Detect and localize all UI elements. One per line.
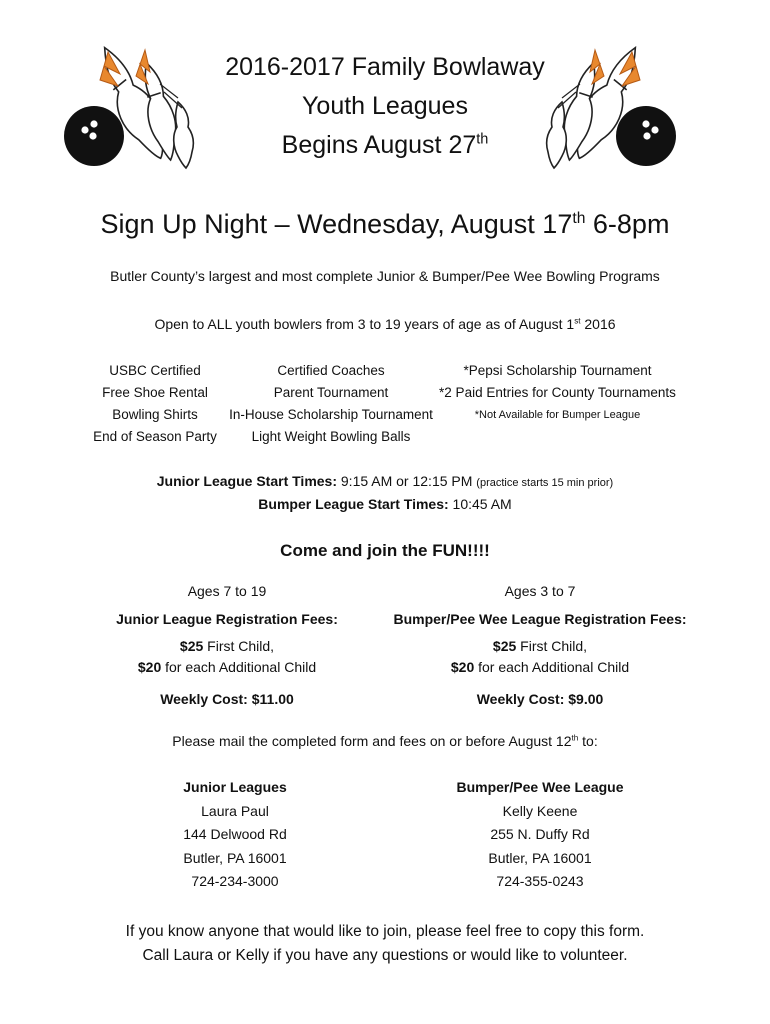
bumper-fee-first [375, 636, 705, 678]
bumper-fee-first-text: First Child, [516, 638, 588, 654]
bumper-contact-heading: Bumper/Pee Wee League [456, 779, 624, 795]
bumper-fee-additional-amount: $20 [450, 659, 475, 675]
junior-contact-phone: 724-234-3000 [191, 873, 279, 890]
bumper-fees [375, 580, 705, 710]
junior-contact-heading: Junior Leagues [183, 779, 287, 795]
feature-item: End of Season Party [93, 429, 217, 444]
eligibility-year: 2016 [580, 316, 616, 332]
bumper-fee-first-amount: $25 [492, 638, 517, 654]
features-column-1 [75, 360, 235, 448]
junior-contact-city: Butler, PA 16001 [183, 849, 287, 866]
junior-fees [62, 580, 392, 710]
mail-tail: to: [578, 733, 598, 749]
mail-sup: th [571, 733, 579, 743]
junior-start-note: (practice starts 15 min prior) [476, 477, 614, 489]
junior-fee-additional-amount: $20 [137, 659, 162, 675]
junior-start-label: Junior League Start Times: [156, 473, 337, 489]
title-begins-text: Begins August 27 [281, 131, 477, 159]
signup-time: 6-8pm [585, 209, 670, 239]
feature-item: Parent Tournament [273, 385, 389, 400]
junior-weekly-cost: Weekly Cost: $11.00 [160, 691, 294, 707]
mail-instructions [0, 730, 770, 752]
eligibility-text: Open to ALL youth bowlers from 3 to 19 years of age as of August 1 [154, 316, 575, 332]
bumper-fees-title: Bumper/Pee Wee League Registration Fees: [393, 611, 687, 627]
bumper-ages: Ages 3 to 7 [504, 583, 576, 599]
title-leagues: Youth Leagues [302, 92, 468, 120]
bumper-contact [420, 776, 660, 894]
join-heading: Come and join the FUN!!!! [280, 541, 490, 560]
junior-fee-first [62, 636, 392, 678]
bumper-contact-city: Butler, PA 16001 [488, 849, 592, 866]
signup-text: Sign Up Night – Wednesday, August 17 [100, 209, 573, 239]
title-begins-sup: th [476, 131, 489, 148]
feature-item: Bowling Shirts [112, 407, 198, 422]
closing-line-2: Call Laura or Kelly if you have any questions or would like to volunteer. [142, 947, 628, 964]
junior-contact [115, 776, 355, 894]
feature-item: USBC Certified [109, 363, 201, 378]
junior-fee-additional-text: for each Additional Child [161, 659, 317, 675]
junior-start-value: 9:15 AM or 12:15 PM [337, 473, 477, 489]
bumper-weekly-cost: Weekly Cost: $9.00 [476, 691, 604, 707]
mail-text: Please mail the completed form and fees on or before August 12 [172, 733, 572, 749]
bumper-fee-additional-text: for each Additional Child [474, 659, 630, 675]
feature-item: Light Weight Bowling Balls [251, 429, 411, 444]
signup-sup: th [572, 210, 586, 227]
bumper-contact-street: 255 N. Duffy Rd [490, 826, 590, 843]
features-column-2 [222, 360, 440, 448]
bumper-start-label: Bumper League Start Times: [258, 496, 449, 512]
bumper-contact-name: Kelly Keene [502, 802, 578, 819]
junior-ages: Ages 7 to 19 [187, 583, 267, 599]
feature-item: *Pepsi Scholarship Tournament [463, 363, 652, 378]
title-season: 2016-2017 Family Bowlaway [225, 53, 545, 81]
closing-line-1: If you know anyone that would like to join, please feel free to copy this form. [125, 923, 645, 940]
features-column-3 [425, 360, 690, 426]
junior-fee-first-amount: $25 [179, 638, 204, 654]
eligibility-sup: st [574, 316, 581, 326]
eligibility-line [0, 314, 770, 334]
junior-contact-street: 144 Delwood Rd [183, 826, 287, 843]
signup-heading [0, 204, 770, 244]
bumper-start-value: 10:45 AM [448, 496, 512, 512]
feature-note: *Not Available for Bumper League [474, 409, 641, 421]
feature-item: *2 Paid Entries for County Tournaments [439, 385, 676, 400]
tagline: Butler County’s largest and most complete Junior & Bumper/Pee Wee Bowling Programs [110, 268, 660, 284]
title-begins [0, 126, 770, 164]
bumper-start-times [0, 493, 770, 515]
feature-item: In-House Scholarship Tournament [229, 407, 433, 422]
feature-item: Free Shoe Rental [102, 385, 208, 400]
bumper-contact-phone: 724-355-0243 [496, 873, 584, 890]
junior-fees-title: Junior League Registration Fees: [116, 611, 338, 627]
junior-contact-name: Laura Paul [201, 802, 269, 819]
junior-fee-first-text: First Child, [203, 638, 275, 654]
feature-item: Certified Coaches [277, 363, 385, 378]
junior-start-times [0, 470, 770, 494]
